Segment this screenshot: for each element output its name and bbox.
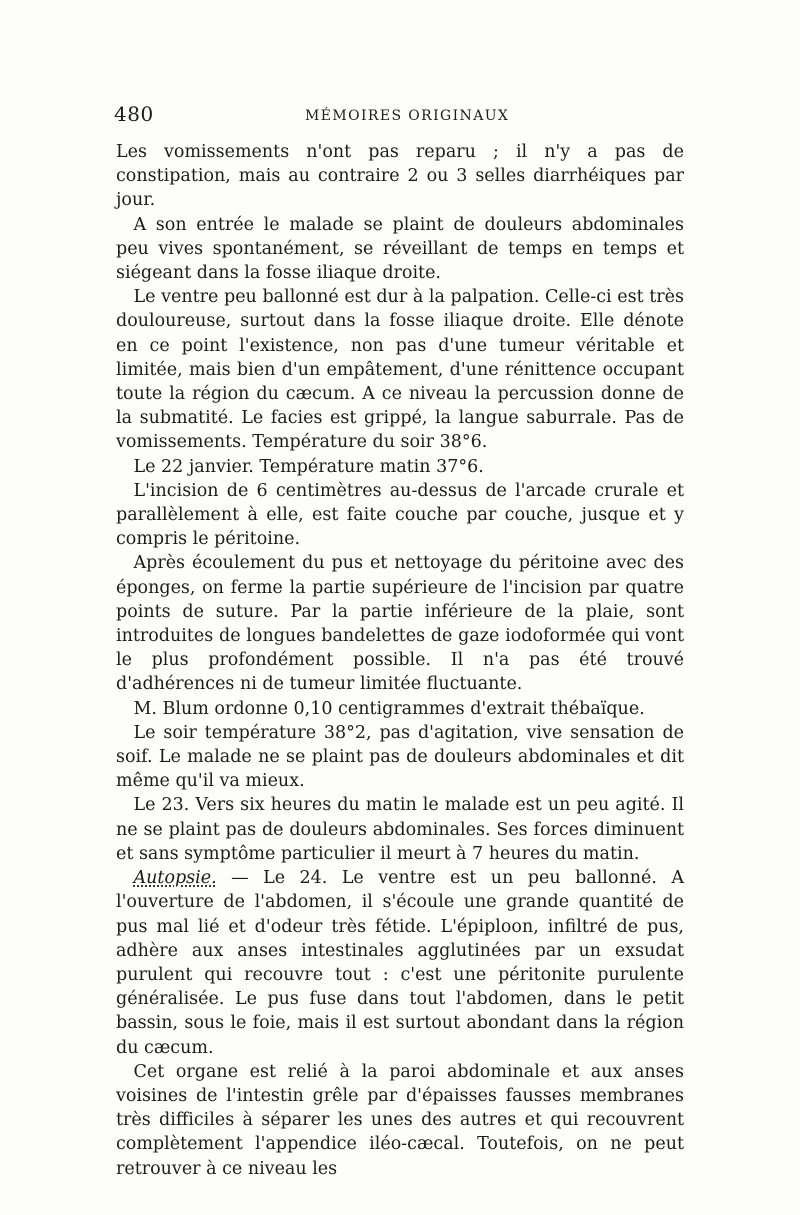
- autopsy-label: Autopsie.: [133, 868, 217, 889]
- paragraph: Le 22 janvier. Température matin 37°6.: [133, 456, 484, 477]
- paragraph: Cet organe est relié à la paroi abdominale et aux anses voisines de l'intestin grêle par d'épaisses fausses membranes très difficiles à séparer les unes des autres et qui recouvrent complètement l'appendice iléo-cæcal. Toutefois, on ne peut retrouver à ce niveau les: [116, 1061, 684, 1179]
- paragraph: Le soir température 38°2, pas d'agitation, vive sensation de soif. Le malade ne se plaint pas de douleurs abdominales et dit même qu'il va mieux.: [116, 722, 684, 792]
- autopsy-text: — Le 24. Le ventre est un peu ballonné. A l'ouverture de l'abdomen, il s'écoule une grande quantité de pus mal lié et d'odeur très fétide. L'épiploon, infiltré de pus, adhère aux anses intestinales agglutinées par un exsudat purulent qui recouvre tout : c'est une péritonite purulente généralisée. Le pus fuse dans tout l'abdomen, dans le petit bassin, sous le foie, mais il est surtout abondant dans la région du cæcum.: [116, 868, 684, 1058]
- paragraph: Le ventre peu ballonné est dur à la palpation. Celle-ci est très douloureuse, surtout dans la fosse iliaque droite. Elle dénote en ce point l'existence, non pas d'une tumeur véritable et limitée, mais bien d'un empâtement, d'une rénittence occupant toute la région du cæcum. A ce niveau la percussion donne de la submatité. Le facies est grippé, la langue saburrale. Pas de vomissements. Température du soir 38°6.: [116, 287, 684, 453]
- paragraph: Après écoulement du pus et nettoyage du péritoine avec des éponges, on ferme la partie supérieure de l'incision par quatre points de suture. Par la partie inférieure de la plaie, sont introduites de longues bandelettes de gaze iodoformée qui vont le plus profondément possible. Il n'a pas été trouvé d'adhérences ni de tumeur limitée fluctuante.: [116, 553, 684, 695]
- page-header: [114, 96, 684, 136]
- page-number: 480: [114, 102, 154, 126]
- autopsy-paragraph: [116, 866, 684, 1060]
- paragraph: L'incision de 6 centimètres au-dessus de l'arcade crurale et parallèlement à elle, est faite couche par couche, jusque et y compris le péritoine.: [116, 480, 684, 550]
- paragraph: Le 23. Vers six heures du matin le malade est un peu agité. Il ne se plaint pas de douleurs abdominales. Ses forces diminuent et sans symptôme particulier il meurt à 7 heures du matin.: [116, 795, 684, 864]
- paragraph: A son entrée le malade se plaint de douleurs abdominales peu vives spontanément, se réveillant de temps en temps et siégeant dans la fosse iliaque droite.: [116, 214, 684, 284]
- paragraph: M. Blum ordonne 0,10 centigrammes d'extrait thébaïque.: [133, 698, 645, 719]
- running-title: MÉMOIRES ORIGINAUX: [305, 108, 510, 124]
- body-text: [116, 140, 684, 1181]
- paragraph: Les vomissements n'ont pas reparu ; il n'y a pas de constipation, mais au contraire 2 ou 3 selles diarrhéiques par jour.: [116, 142, 684, 211]
